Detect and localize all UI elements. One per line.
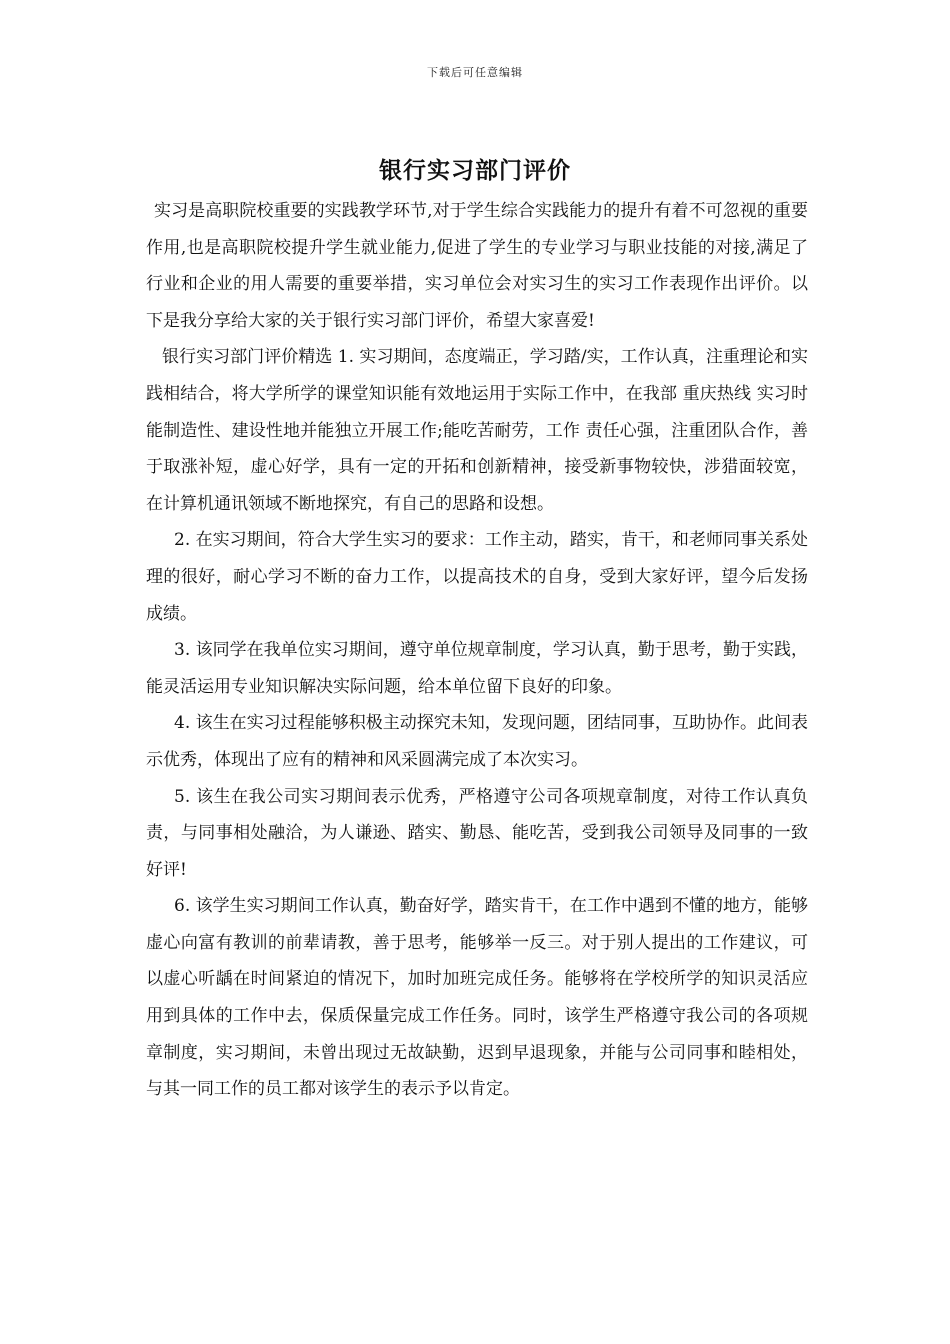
paragraph-intro: 实习是高职院校重要的实践教学环节,对于学生综合实践能力的提升有着不可忽视的重要作用,也是高职院校提升学生就业能力,促进了学生的专业学习与职业技能的对接,满足了行业和企业的用人需要的重要举措，实习单位会对实习生的实习工作表现作出评价。以下是我分享给大家的关于银行实习部门评价，希望大家喜爱! xyxy=(146,201,808,331)
header-note: 下载后可任意编辑 xyxy=(427,66,523,79)
document-title: 银行实习部门评价 xyxy=(379,157,571,184)
paragraph-item-1: 银行实习部门评价精选 1. 实习期间，态度端正，学习踏/实，工作认真，注重理论和实践相结合，将大学所学的课堂知识能有效地运用于实际工作中，在我部 重庆热线 实习时能制造性、建设性地并能独立开展工作;能吃苦耐劳，工作 责任心强，注重团队合作，善于取涨补短，虚心好学，具有一定的开拓和创新精神，接受新事物较快，涉猎面较宽，在计算机通讯领域不断地探究，有自己的思路和设想。 xyxy=(146,347,808,514)
document-body xyxy=(146,193,808,1108)
paragraph-item-3: 3. 该同学在我单位实习期间，遵守单位规章制度，学习认真，勤于思考，勤于实践，能灵活运用专业知识解决实际问题，给本单位留下良好的印象。 xyxy=(146,640,808,697)
paragraph-item-4: 4. 该生在实习过程能够积极主动探究未知，发现问题，团结同事，互助协作。此间表示优秀，体现出了应有的精神和风采圆满完成了本次实习。 xyxy=(146,713,808,770)
paragraph-item-6: 6. 该学生实习期间工作认真，勤奋好学，踏实肯干，在工作中遇到不懂的地方，能够虚心向富有教训的前辈请教，善于思考，能够举一反三。对于别人提出的工作建议，可以虚心听龋在时间紧迫的情况下，加时加班完成任务。能够将在学校所学的知识灵活应用到具体的工作中去，保质保量完成工作任务。同时，该学生严格遵守我公司的各项规章制度，实习期间，未曾出现过无故缺勤，迟到早退现象，并能与公司同事和睦相处，与其一同工作的员工都对该学生的表示予以肯定。 xyxy=(146,896,808,1100)
paragraph-item-5: 5. 该生在我公司实习期间表示优秀，严格遵守公司各项规章制度，对待工作认真负责，与同事相处融洽，为人谦逊、踏实、勤恳、能吃苦，受到我公司领导及同事的一致好评! xyxy=(146,786,808,880)
paragraph-item-2: 2. 在实习期间，符合大学生实习的要求：工作主动，踏实，肯干，和老师同事关系处理的很好，耐心学习不断的奋力工作，以提高技术的自身，受到大家好评，望今后发扬成绩。 xyxy=(146,530,808,624)
